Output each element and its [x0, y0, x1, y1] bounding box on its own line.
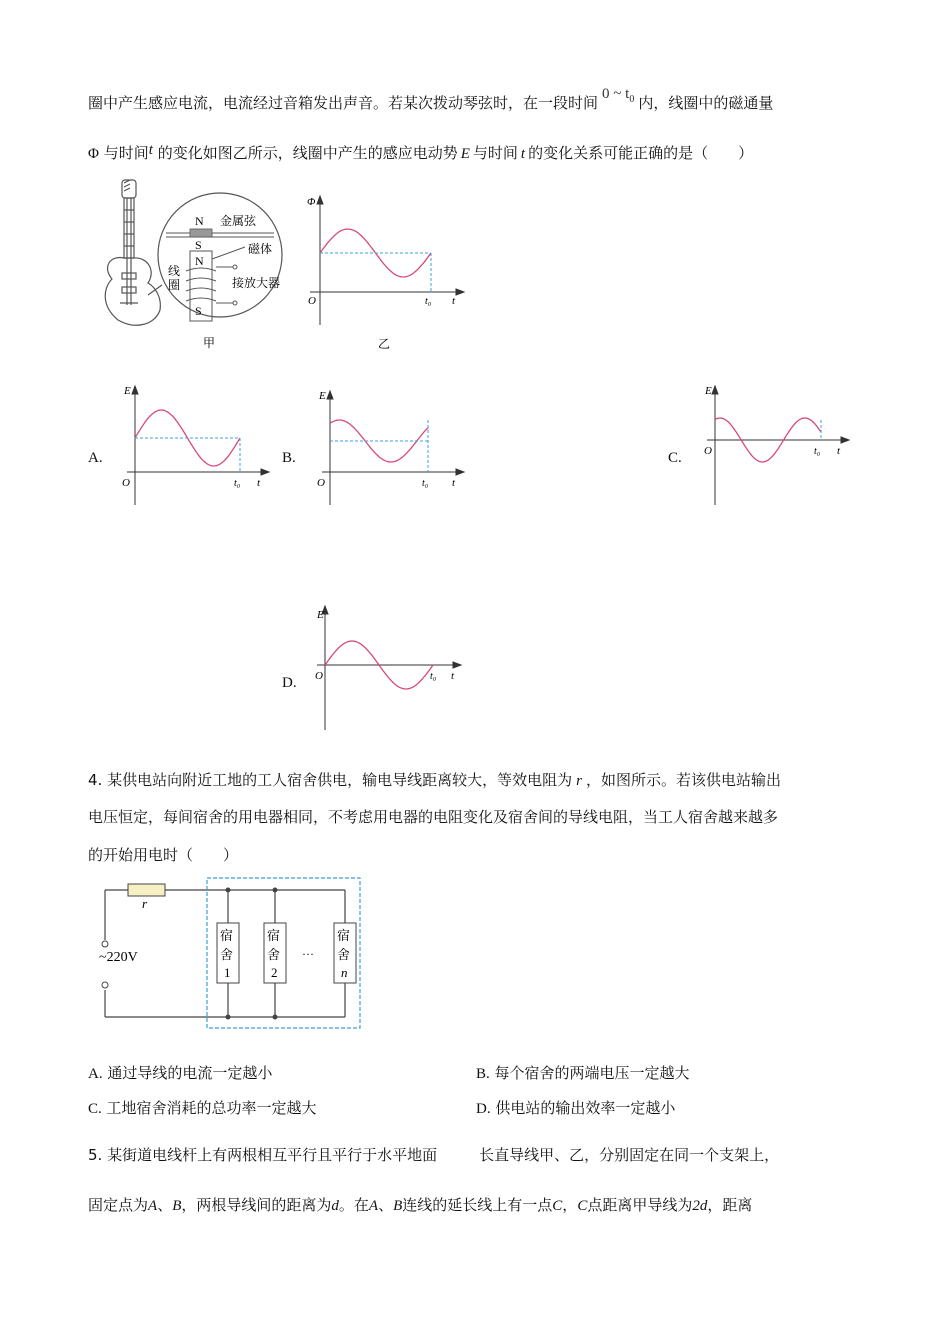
option-a-origin: O [122, 477, 130, 489]
source-label: ~220V [99, 950, 138, 965]
figure-jia-guitar [100, 175, 290, 355]
q4-line-2: 电压恒定，每间宿舍的用电器相同，不考虑用电器的电阻变化及宿舍间的导线电阻，当工人宿舍越来越多 [88, 808, 779, 826]
option-a-x-label: t [257, 477, 261, 489]
magnet-label: 磁体 [248, 242, 273, 256]
option-d-t0: t₀ [430, 671, 437, 682]
coil-label-2: 圈 [168, 278, 181, 292]
phi-symbol: Φ [88, 146, 99, 162]
flux-axes [310, 196, 464, 325]
option-c-y-label: E [705, 385, 712, 397]
q3-line1-text-a: 圈中产生感应电流，电流经过音箱发出声音。若某次拨动琴弦时，在一段时间 [88, 94, 599, 112]
option-b-curve [330, 420, 428, 462]
svg-text:n: n [341, 965, 348, 980]
n-top-label: N [195, 214, 204, 228]
figure-yi-flux-graph [300, 190, 470, 360]
q3-line1-text-b: 内，线圈中的磁通量 [638, 94, 774, 112]
svg-text:1: 1 [224, 965, 231, 980]
q4-line-3: 的开始用电时（ ） [88, 846, 239, 864]
source-terminal-top [102, 941, 108, 947]
q4-option-b[interactable]: B. 每个宿舍的两端电压一定越大 [476, 1064, 690, 1082]
option-b-y-label: E [319, 390, 326, 402]
option-d-y-label: E [317, 609, 324, 621]
resistor-r [128, 884, 165, 896]
s-bottom-label: S [195, 304, 202, 318]
fig-yi-caption: 乙 [378, 337, 391, 351]
option-c-letter[interactable]: C. [668, 450, 682, 466]
resistor-label: r [142, 896, 148, 911]
q4-option-d[interactable]: D. 供电站的输出效率一定越小 [476, 1099, 676, 1117]
q4-line-1: 4. 某供电站向附近工地的工人宿舍供电，输电导线距离较大，等效电阻为 r ，如图所示。若该供电站输出 [88, 771, 781, 789]
option-d-origin: O [315, 670, 323, 682]
option-d-x-label: t [451, 670, 455, 682]
flux-t0-label: t₀ [425, 296, 432, 307]
n-magnet-label: N [195, 254, 204, 268]
fig-jia-caption: 甲 [203, 336, 216, 350]
flux-x-label: t [452, 295, 456, 307]
option-b-graph[interactable] [310, 385, 470, 510]
svg-text:舍: 舍 [220, 947, 234, 962]
svg-text:宿: 宿 [220, 928, 234, 943]
amplifier-label: 接放大器 [232, 276, 281, 290]
option-b-t0: t₀ [422, 478, 429, 489]
q4-circuit-diagram [95, 875, 370, 1035]
svg-text:宿: 宿 [267, 928, 281, 943]
string-label: 金属弦 [220, 214, 257, 228]
option-a-graph[interactable] [115, 380, 275, 510]
svg-text:舍: 舍 [337, 947, 351, 962]
svg-text:2: 2 [271, 965, 278, 980]
q3-line-1 [88, 86, 774, 120]
q3-line-2: Φ 与时间t 的变化如图乙所示，线圈中产生的感应电动势 E 与时间 t 的变化关系可能正确的是（ ） [88, 142, 754, 162]
q5-line-2: 固定点为A、B，两根导线间的距离为d。在A、B连线的延长线上有一点C，C点距离甲导线为2d，距离 [88, 1196, 753, 1214]
flux-y-label: Φ [307, 196, 316, 208]
q4-option-c[interactable]: C. 工地宿舍消耗的总功率一定越大 [88, 1099, 317, 1117]
svg-text:宿: 宿 [337, 928, 351, 943]
q4-option-a[interactable]: A. 通过导线的电流一定越小 [88, 1064, 273, 1082]
option-b-letter[interactable]: B. [282, 450, 296, 466]
option-c-graph[interactable] [695, 380, 855, 510]
option-c-t0: t₀ [814, 446, 821, 457]
q3-time-range: 0 ~ $t_0$ [602, 86, 635, 105]
svg-text:舍: 舍 [267, 947, 281, 962]
option-a-y-label: E [124, 385, 131, 397]
option-d-graph[interactable] [305, 600, 470, 735]
pickup-magnifier [158, 193, 282, 321]
guitar-icon [105, 180, 162, 325]
option-c-x-label: t [837, 445, 841, 457]
option-b-x-label: t [452, 477, 456, 489]
option-b-origin: O [317, 477, 325, 489]
option-c-origin: O [704, 445, 712, 457]
flux-origin: O [308, 295, 316, 307]
option-d-letter[interactable]: D. [282, 675, 297, 691]
coil-label-1: 线 [168, 264, 181, 278]
option-a-t0: t₀ [234, 478, 241, 489]
q5-line-1: 5. 某街道电线杆上有两根相互平行且平行于水平地面 长直导线甲、乙，分别固定在同一个支架上， [88, 1146, 780, 1164]
option-a-letter[interactable]: A. [88, 450, 103, 466]
s-top-label: S [195, 238, 202, 252]
source-terminal-bottom [102, 982, 108, 988]
dorm-ellipsis: ··· [302, 947, 314, 961]
